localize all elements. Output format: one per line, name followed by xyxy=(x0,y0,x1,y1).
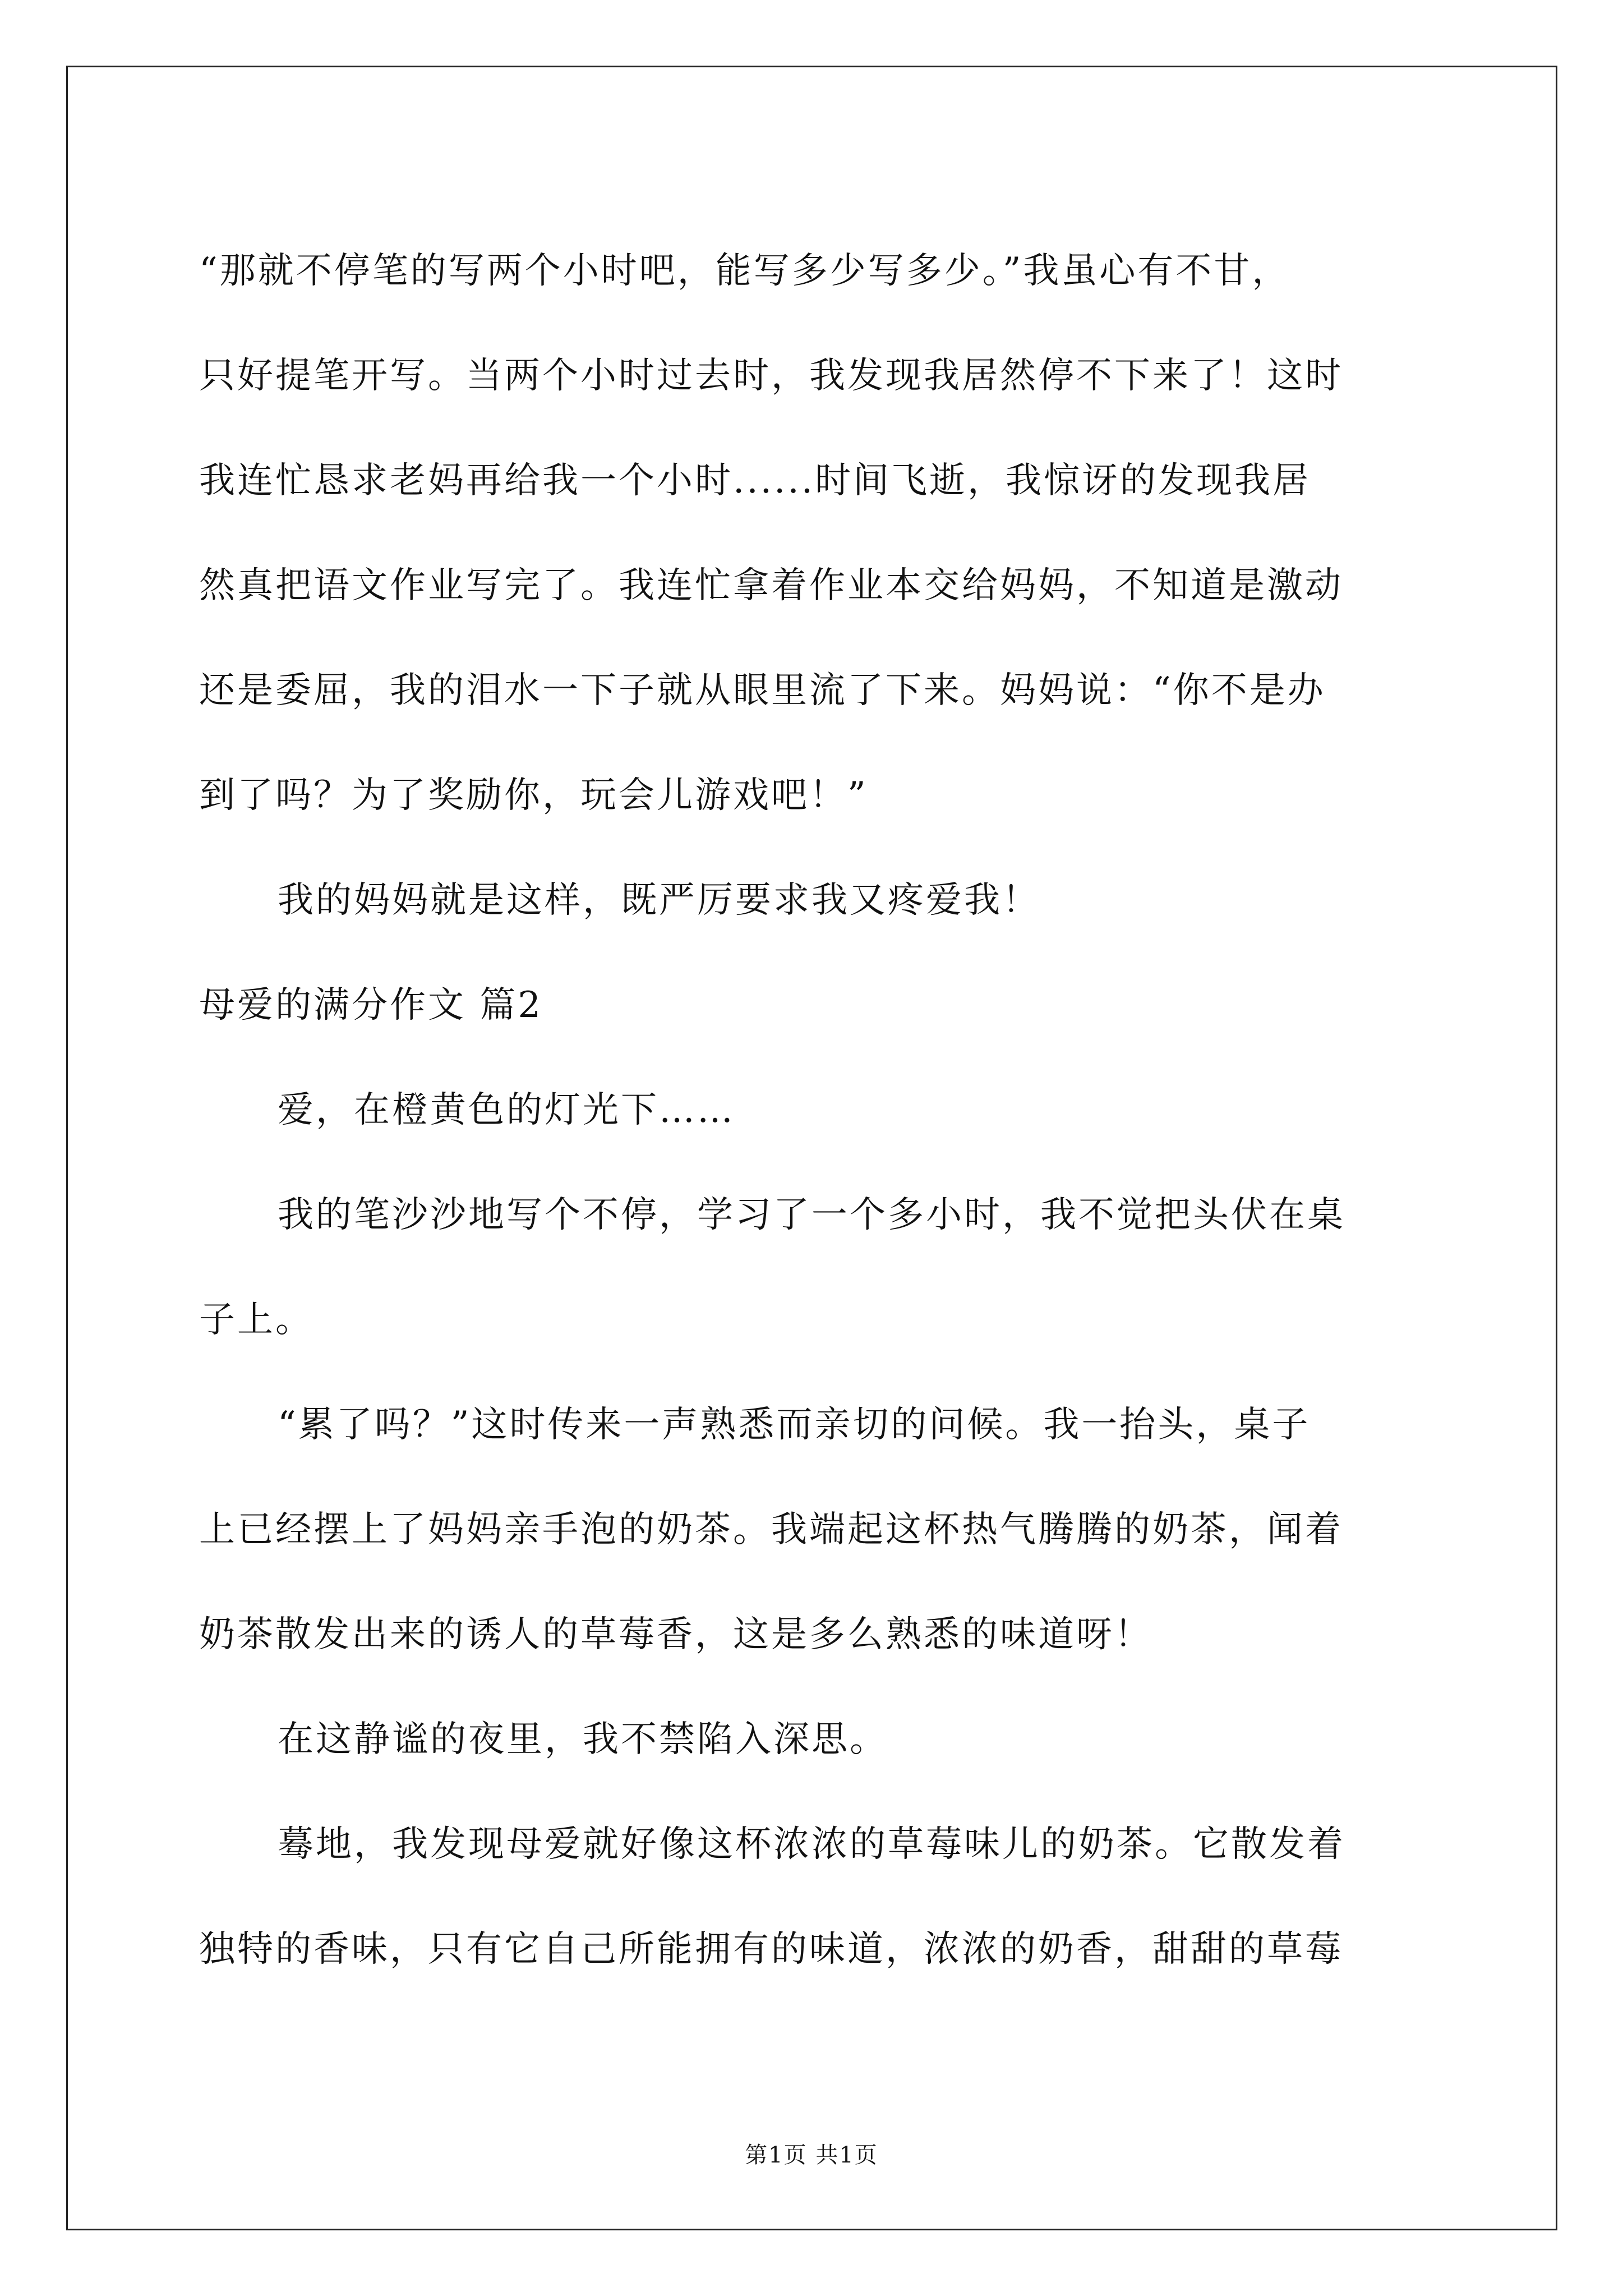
paragraph xyxy=(199,1058,1433,1163)
text-line: 在这静谧的夜里，我不禁陷入深思。 xyxy=(278,1719,888,1760)
text-line: 到了吗？为了奖励你，玩会儿游戏吧！” xyxy=(199,775,868,816)
text-line: 子上。 xyxy=(199,1299,313,1341)
paragraph xyxy=(199,1687,1433,1792)
paragraph xyxy=(199,848,1433,953)
text-line: 只好提笔开写。当两个小时过去时，我发现我居然停不下来了！这时 xyxy=(199,355,1343,397)
text-line: 然真把语文作业写完了。我连忙拿着作业本交给妈妈，不知道是激动 xyxy=(199,565,1343,606)
text-line: “那就不停笔的写两个小时吧，能写多少写多少。”我虽心有不甘， xyxy=(199,250,1290,292)
paragraph xyxy=(199,1163,1433,1373)
document-body xyxy=(199,219,1433,2002)
text-line: 奶茶散发出来的诱人的草莓香，这是多么熟悉的味道呀！ xyxy=(199,1614,1152,1655)
section-title: 母爱的满分作文 篇2 xyxy=(199,984,543,1026)
text-line: 蓦地，我发现母爱就好像这杯浓浓的草莓味儿的奶茶。它散发着 xyxy=(278,1824,1345,1865)
section-heading xyxy=(199,953,1433,1058)
text-line: 还是委屈，我的泪水一下子就从眼里流了下来。妈妈说：“你不是办 xyxy=(199,670,1326,711)
text-line: 独特的香味，只有它自己所能拥有的味道，浓浓的奶香，甜甜的草莓 xyxy=(199,1929,1343,1970)
text-line: 我的笔沙沙地写个不停，学习了一个多小时，我不觉把头伏在桌 xyxy=(278,1194,1345,1236)
text-line: 上已经摆上了妈妈亲手泡的奶茶。我端起这杯热气腾腾的奶茶，闻着 xyxy=(199,1509,1343,1550)
text-line: 爱，在橙黄色的灯光下…… xyxy=(278,1089,735,1131)
page-number-footer: 第1页 共1页 xyxy=(745,2142,878,2168)
text-line: “累了吗？”这时传来一声熟悉而亲切的问候。我一抬头，桌子 xyxy=(278,1404,1311,1446)
paragraph xyxy=(199,1792,1433,2002)
text-line: 我的妈妈就是这样，既严厉要求我又疼爱我！ xyxy=(278,880,1040,921)
paragraph xyxy=(199,219,1433,848)
text-line: 我连忙恳求老妈再给我一个小时......时间飞逝，我惊讶的发现我居 xyxy=(199,460,1311,501)
paragraph xyxy=(199,1373,1433,1687)
